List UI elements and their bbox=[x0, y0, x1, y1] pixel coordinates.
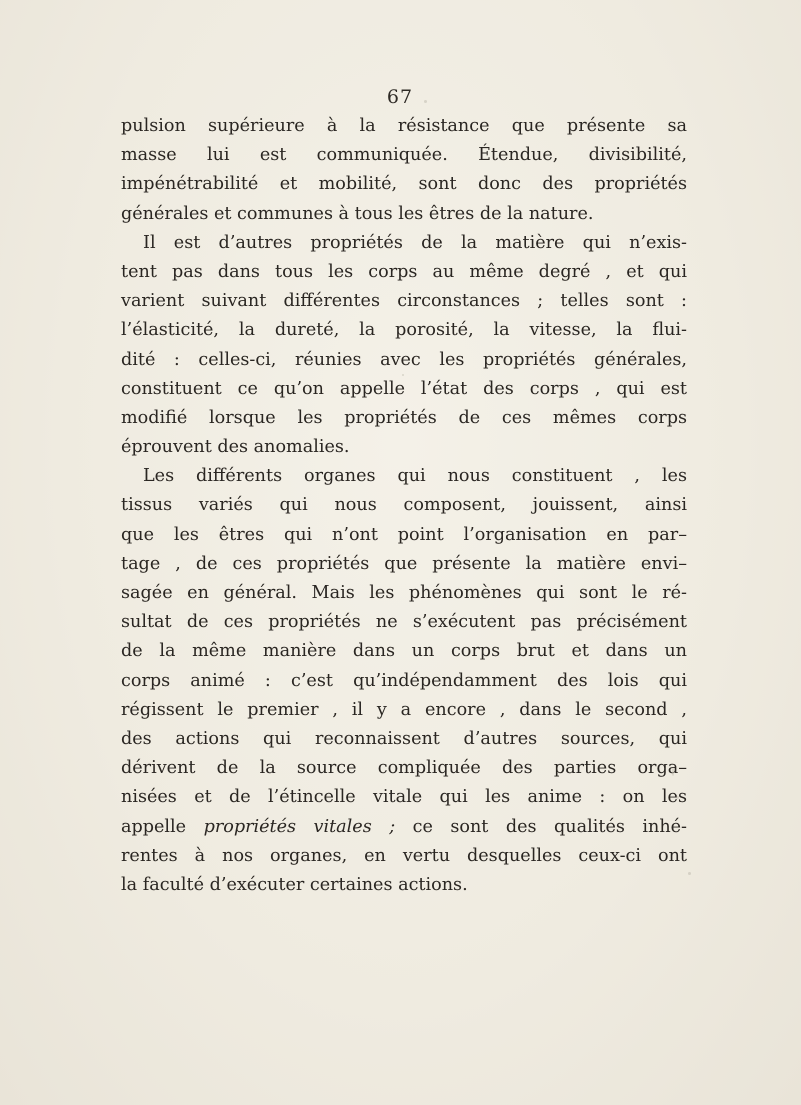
text-line: constituent ce qu’on appelle l’état des corps , qui est bbox=[121, 378, 687, 399]
paper-speck bbox=[402, 374, 404, 376]
text-line: régissent le premier , il y a encore , dans le second , bbox=[121, 699, 687, 720]
text-line: modifié lorsque les propriétés de ces mêmes corps bbox=[121, 407, 687, 428]
text-line: tage , de ces propriétés que présente la matière envi– bbox=[121, 553, 687, 574]
text-line: impénétrabilité et mobilité, sont donc des propriétés bbox=[121, 174, 687, 195]
text-line: masse lui est communiquée. Étendue, divisibilité, bbox=[121, 145, 687, 166]
text-line: rentes à nos organes, en vertu desquelles ceux-ci ont bbox=[121, 845, 687, 866]
italic-term: propriétés vitales ; bbox=[203, 816, 396, 837]
paragraph-start-line: Les différents organes qui nous constituent , les bbox=[143, 466, 687, 487]
text-line: des actions qui reconnaissent d’autres sources, qui bbox=[121, 728, 687, 749]
text-line: sultat de ces propriétés ne s’exécutent pas précisément bbox=[121, 612, 687, 633]
text-line: tissus variés qui nous composent, jouissent, ainsi bbox=[121, 495, 687, 516]
paper-speck bbox=[688, 872, 691, 875]
text-segment: ce sont des qualités inhé- bbox=[395, 816, 688, 837]
body-text bbox=[121, 112, 687, 900]
text-line: éprouvent des anomalies. bbox=[121, 437, 350, 458]
text-line: la faculté d’exécuter certaines actions. bbox=[121, 874, 468, 895]
paragraph-start-line: Il est d’autres propriétés de la matière qui n’exis- bbox=[143, 232, 687, 253]
text-line: dité : celles-ci, réunies avec les propriétés générales, bbox=[121, 349, 687, 370]
text-line: nisées et de l’étincelle vitale qui les anime : on les bbox=[121, 787, 687, 808]
text-line: générales et communes à tous les êtres de la nature. bbox=[121, 203, 594, 224]
text-line: l’élasticité, la dureté, la porosité, la vitesse, la flui- bbox=[121, 320, 687, 341]
text-line: de la même manière dans un corps brut et dans un bbox=[121, 641, 687, 662]
paper-speck bbox=[672, 768, 674, 776]
page-number: 67 bbox=[386, 86, 414, 108]
text-line: pulsion supérieure à la résistance que présente sa bbox=[121, 116, 687, 136]
text-line: dérivent de la source compliquée des parties orga– bbox=[121, 758, 687, 779]
text-line-with-italic bbox=[121, 813, 687, 842]
text-line: sagée en général. Mais les phénomènes qui sont le ré- bbox=[121, 583, 687, 603]
text-line: que les êtres qui n’ont point l’organisation en par– bbox=[121, 524, 687, 545]
text-segment: appelle bbox=[121, 816, 204, 837]
text-line: tent pas dans tous les corps au même degré , et qui bbox=[121, 261, 687, 282]
text-line: varient suivant différentes circonstances ; telles sont : bbox=[121, 291, 687, 312]
text-line: corps animé : c’est qu’indépendamment des lois qui bbox=[121, 670, 687, 691]
paper-speck bbox=[676, 796, 679, 799]
paper-speck bbox=[424, 100, 427, 103]
